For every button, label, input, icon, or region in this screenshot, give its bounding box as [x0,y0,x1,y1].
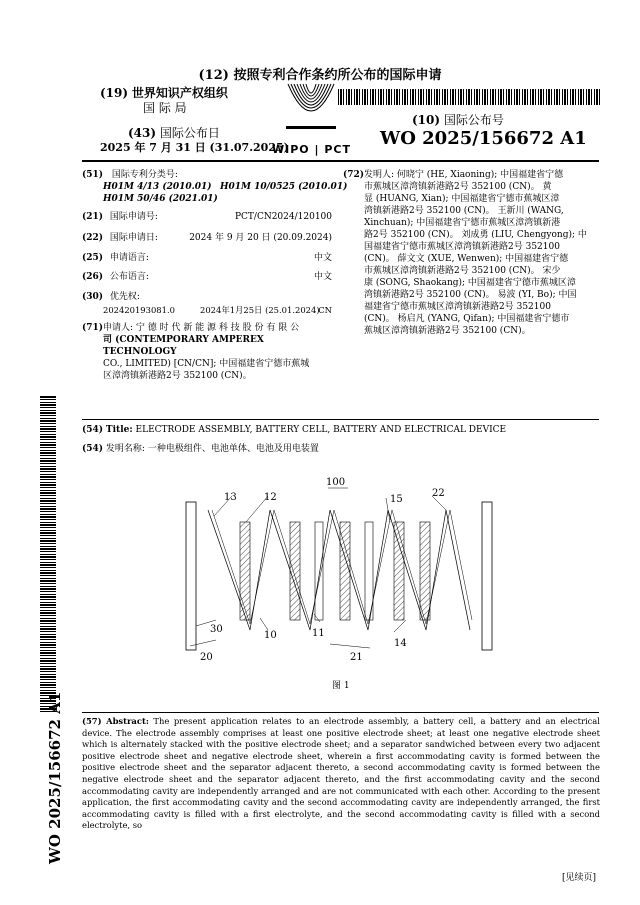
label-30: 30 [210,624,223,635]
label-13: 13 [224,492,237,503]
priority-number: 202420193081.0 [103,305,175,315]
ipc-label: 国际专利分类号: [111,170,178,180]
label-21: 21 [350,652,363,663]
pub-number-code: (10) [412,113,441,127]
app-no-label [82,211,158,223]
title-zh-code: (54) [82,444,104,454]
pub-lang-label-text: 公布语言: [109,272,149,282]
filing-date-label [82,232,158,244]
ipc-entry: H01M 10/0525 (2010.01) [220,182,348,192]
inventor-line: 国福建省宁德市蕉城区漳湾镇新港路2号 352100 [364,242,560,252]
electrode-sheet [290,522,300,620]
electrode-sheet-plain [315,522,323,620]
label-11: 11 [312,628,325,639]
inventors-code: (72) [343,170,365,180]
pub-date-value: 2025 年 7 月 31 日 (31.07.2025) [100,141,289,154]
inventor-line: 显 (HUANG, Xian); 中国福建省宁德市蕉城区漳 [364,194,560,204]
label-100: 100 [326,477,346,488]
continued-note: [见续页] [561,873,596,883]
wipo-emblem-icon [282,80,340,142]
inventor-line: 路2号 352100 (CN)。 刘成勇 (LIU, Chengyong); 中 [364,230,587,240]
org-name: 世界知识产权组织 [131,86,228,100]
inventors-block [364,169,604,337]
ipc-entry: H01M 50/46 (2021.01) [103,194,218,204]
label-12: 12 [264,492,277,503]
applicant-line: CO., LIMITED) [CN/CN]; 中国福建省宁德市蕉城 [103,359,310,369]
inventor-line: Xinchuan); 中国福建省宁德市蕉城区漳湾镇新港 [364,218,561,228]
document-type: (12) 按照专利合作条约所公布的国际申请 [198,68,442,83]
pub-number: WO 2025/156672 A1 [380,128,587,149]
title-en-text: ELECTRODE ASSEMBLY, BATTERY CELL, BATTERY AND ELECTRICAL DEVICE [135,425,507,435]
ipc-entry: H01M 4/13 (2010.01) [103,182,212,192]
applicant-code: (71) [82,323,104,333]
app-no-code: (21) [82,212,104,222]
ipc-section [82,169,332,181]
pub-lang-code: (26) [82,272,104,282]
priority-code: (30) [82,292,104,302]
electrode-sheet [340,522,350,620]
figure-caption: 图 1 [332,681,350,691]
electrode-sheet [240,522,250,620]
priority-label-text: 优先权: [109,292,140,302]
inventor-line: 蕉城区漳湾镇新港路2号 352100 (CN)。 [364,326,531,336]
pub-number-label: 国际公布号 [443,113,504,127]
abstract [82,716,600,832]
priority-label [82,291,140,303]
pub-date-label: 国际公布日 [159,126,220,140]
filing-date-label-text: 国际申请日: [109,233,158,243]
priority-date: 2024年1月25日 (25.01.2024) [200,305,320,315]
inventor-line: 市蕉城区漳湾镇新港路2号 352100 (CN)。 宋少 [364,266,561,276]
title-rule-top [82,419,599,420]
filing-date-value: 2024 年 9 月 20 日 (20.09.2024) [189,233,332,243]
org-subname: 国 际 局 [143,101,187,115]
inventor-line: 福建省宁德市蕉城区漳湾镇新港路2号 352100 [364,302,551,312]
right-end-plate [482,502,492,650]
barcode-vertical [40,396,56,712]
pub-lang-value: 中文 [313,272,332,282]
applicant-line: 申请人: 宁 德 时 代 新 能 源 科 技 股 份 有 限 公 [103,323,300,333]
inventor-line: 湾镇新港路2号 352100 (CN)。 易波 (YI, Bo); 中国 [364,290,577,300]
pub-number-heading [412,111,504,128]
title-zh-text: 一种电极组件、电池单体、电池及用电装置 [147,444,319,454]
abstract-rule [82,712,599,713]
label-15: 15 [390,494,403,505]
inventor-line: (CN)。 杨启凡 (YANG, Qifan); 中国福建省宁德市 [364,314,570,324]
inventor-line: 湾镇新港路2号 352100 (CN)。 王新川 (WANG, [364,206,564,216]
chinese-title [82,443,319,455]
app-no-value: PCT/CN2024/120100 [234,212,332,222]
left-end-plate [186,502,196,650]
filing-lang-code: (25) [82,253,104,263]
figure-1-drawing [150,470,530,670]
filing-lang-label [82,252,149,264]
applicant-block [103,322,333,382]
english-title [82,424,506,436]
title-en-code: (54) [82,425,104,435]
label-10: 10 [264,630,277,641]
electrode-sheet [394,522,404,620]
abstract-code: (57) [82,716,102,726]
inventor-line: (CN)。 薛文文 (XUE, Wenwen); 中国福建省宁德 [364,254,569,264]
wipo-pct-text: WIPO | PCT [272,143,351,156]
ipc-code: (51) [82,170,104,180]
inventor-line: 发明人: 何晓宁 (HE, Xiaoning); 中国福建省宁德 [364,170,564,180]
filing-date-code: (22) [82,233,104,243]
title-en-label: Title: [105,425,133,435]
applicant-line: 区漳湾镇新港路2号 352100 (CN)。 [103,371,252,381]
filing-lang-value: 中文 [313,253,332,263]
electrode-sheet [420,522,430,620]
wipo-logo [282,80,340,142]
side-publication-number: WO 2025/156672 A1 [46,691,64,864]
filing-lang-label-text: 申请语言: [109,253,149,263]
inventor-line: 康 (SONG, Shaokang); 中国福建省宁德市蕉城区漳 [364,278,576,288]
org-code: (19) [100,86,129,100]
pub-date-code: (43) [128,126,157,140]
app-no-label-text: 国际申请号: [109,212,158,222]
title-zh-label: 发明名称: [105,444,145,454]
priority-country: CN [318,305,332,315]
inventor-line: 市蕉城区漳湾镇新港路2号 352100 (CN)。 黄 [364,182,552,192]
label-22: 22 [432,488,445,499]
applicant-line: 司 (CONTEMPORARY AMPEREX TECHNOLOGY [103,335,264,357]
header-rule [82,160,599,162]
abstract-text: The present application relates to an electrode assembly, a battery cell, a battery and an electrical device. The electrode assembly comprises at least one positive electrode sheet; at least one negative electrode sheet which is alternately stacked with the positive electrode sheet; and a separator sandwiched between every two adjacent positive electrode sheet and negative electrode sheet, wherein a first accommodating cavity is formed between the positive electrode sheet and the separator adjacent thereto, a second accommodating cavity is formed between the negative electrode sheet and the separator adjacent thereto, and the first accommodating cavity and the second accommodating cavity are independently arranged and are not communicated with each other. According to the present application, the first accommodating cavity and the second accommodating cavity are independently arranged, the first accommodating cavity is filled with a first electrolyte, and the second accommodating cavity is filled with a second electrolyte, so [82,716,600,831]
label-20: 20 [200,652,213,663]
label-14: 14 [394,638,407,649]
barcode-horizontal [338,89,600,105]
abstract-label: Abstract: [106,716,149,726]
pub-lang-label [82,271,149,283]
